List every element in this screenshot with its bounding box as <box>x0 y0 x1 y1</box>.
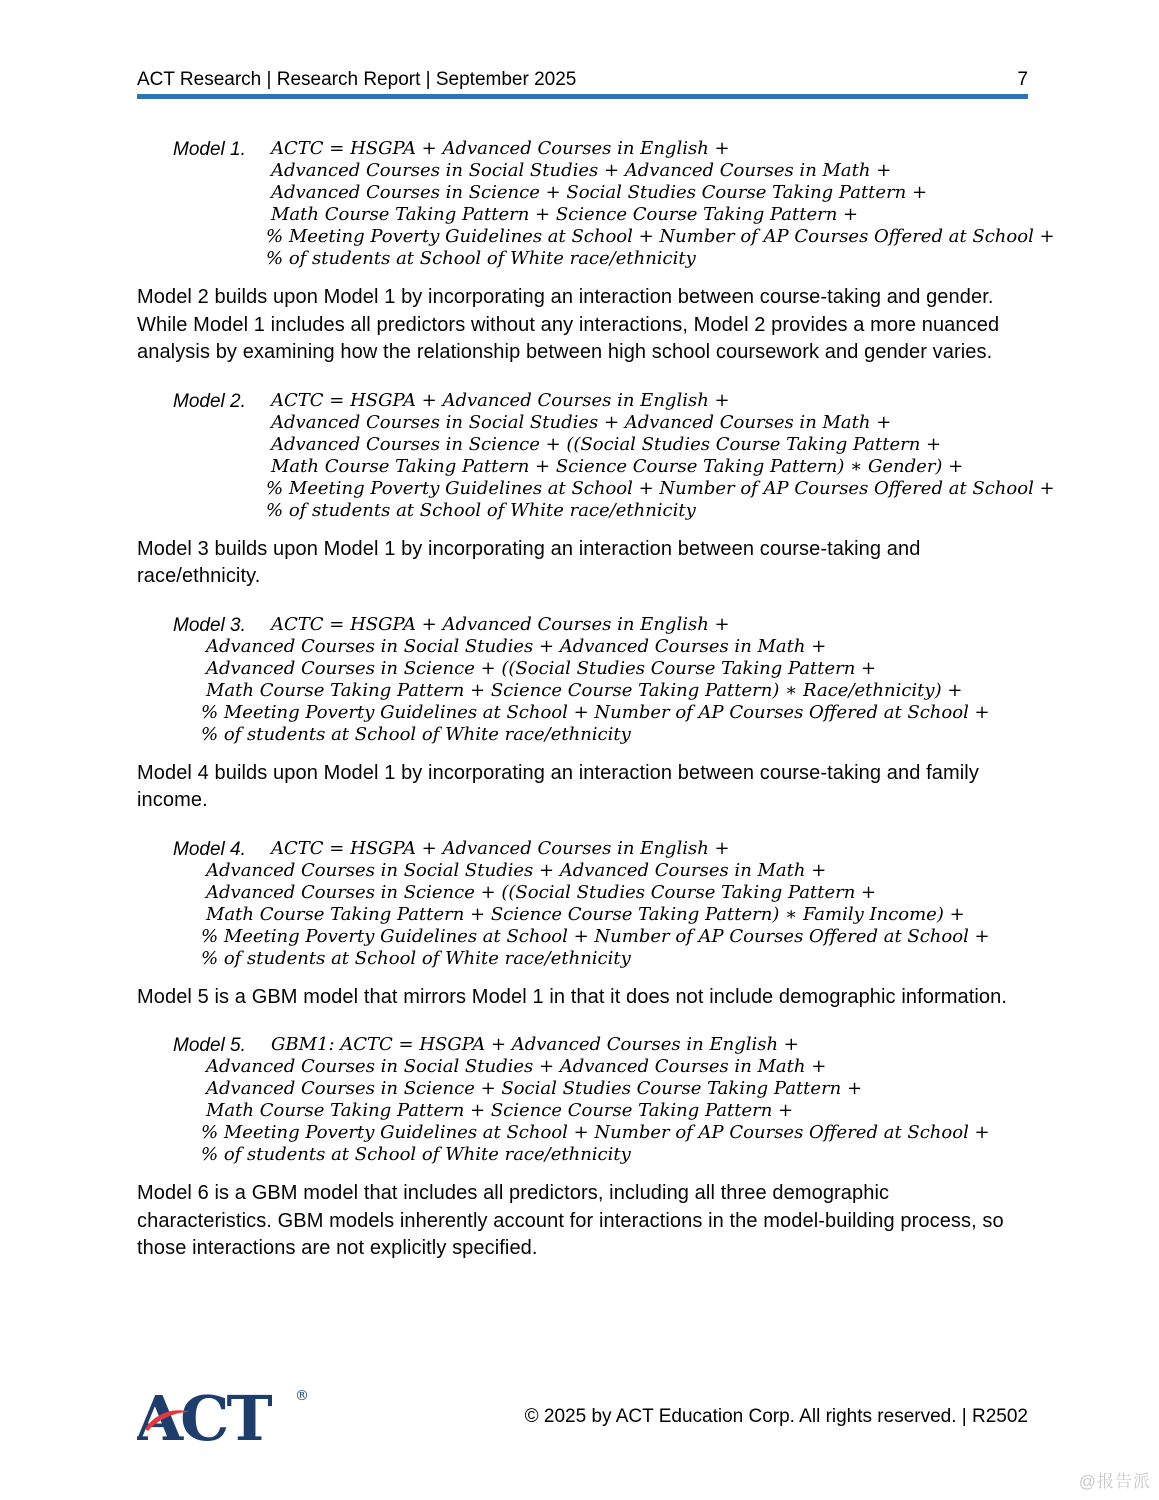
model-1-equation-block <box>137 138 1055 270</box>
equation-line: % of students at School of White race/ethnicity <box>266 248 696 269</box>
model-2-equation-lines <box>266 389 1055 522</box>
model-1-equation-lines <box>266 138 1055 270</box>
equation-line: Advanced Courses in Science + ((Social Studies Course Taking Pattern + <box>271 433 942 455</box>
equation-line: Math Course Taking Pattern + Science Course Taking Pattern) ∗ Gender) + <box>271 455 964 477</box>
model-5-label: Model 5. <box>173 1035 246 1056</box>
act-logo <box>137 1385 317 1449</box>
model-3-label: Model 3. <box>173 614 246 636</box>
copyright-text: © 2025 by ACT Education Corp. All rights reserved. | R2502 <box>524 1406 1028 1427</box>
equation-line: % of students at School of White race/ethnicity <box>266 499 696 521</box>
equation-line: % Meeting Poverty Guidelines at School + Number of AP Courses Offered at School + <box>266 477 1055 499</box>
equation-line: Advanced Courses in Science + Social Studies Course Taking Pattern + <box>271 182 928 203</box>
model-4-equation-lines <box>201 837 1023 970</box>
equation-line: Math Course Taking Pattern + Science Course Taking Pattern + <box>206 1100 794 1121</box>
page-number: 7 <box>1017 69 1028 90</box>
equation-line: % Meeting Poverty Guidelines at School + Number of AP Courses Offered at School + <box>266 226 1055 247</box>
model-1-label: Model 1. <box>173 139 246 160</box>
model-4-equation-block <box>137 838 1023 970</box>
paragraph-model-6: Model 6 is a GBM model that includes all predictors, including all three demographic characteristics. GBM models inherently account for interactions in the model-building process, so those interactions are not explicitly specified. <box>137 1182 1004 1259</box>
equation-line: % of students at School of White race/ethnicity <box>201 1144 631 1165</box>
equation-line: % of students at School of White race/ethnicity <box>201 723 631 745</box>
equation-line: GBM1: ACTC = HSGPA + Advanced Courses in English + <box>271 1034 799 1055</box>
model-2-equation-block <box>137 389 1055 522</box>
header-row <box>137 69 1028 90</box>
registered-trademark-icon: ® <box>295 1388 309 1404</box>
equation-line: Advanced Courses in Social Studies + Advanced Courses in Math + <box>271 160 892 181</box>
document-body <box>137 97 1055 1263</box>
equation-line: ACTC = HSGPA + Advanced Courses in English + <box>271 837 730 859</box>
paragraph-model-3: Model 3 builds upon Model 1 by incorporating an interaction between course-taking and race/ethnicity. <box>137 537 921 587</box>
header-title: ACT Research | Research Report | September 2025 <box>137 69 577 90</box>
equation-line: Advanced Courses in Social Studies + Advanced Courses in Math + <box>206 1056 827 1077</box>
act-logo-graphic <box>137 1385 317 1449</box>
equation-line: Advanced Courses in Social Studies + Advanced Courses in Math + <box>206 859 827 881</box>
page-header <box>137 69 1028 99</box>
model-3-equation-lines <box>201 613 1023 746</box>
model-5-equation-lines <box>201 1034 1023 1166</box>
model-3-equation-block <box>137 614 1023 746</box>
equation-line: Math Course Taking Pattern + Science Course Taking Pattern) ∗ Race/ethnicity) + <box>206 679 963 701</box>
model-4-label: Model 4. <box>173 838 246 860</box>
paragraph-model-5: Model 5 is a GBM model that mirrors Model 1 in that it does not include demographic information. <box>137 985 1008 1008</box>
equation-line: ACTC = HSGPA + Advanced Courses in English + <box>271 389 730 411</box>
model-5-equation-block <box>137 1034 1023 1166</box>
equation-line: Advanced Courses in Social Studies + Advanced Courses in Math + <box>206 635 827 657</box>
act-logo-text: ACT <box>137 1385 270 1449</box>
equation-line: Math Course Taking Pattern + Science Course Taking Pattern + <box>271 204 859 225</box>
equation-line: % Meeting Poverty Guidelines at School + Number of AP Courses Offered at School + <box>201 925 990 947</box>
equation-line: % Meeting Poverty Guidelines at School + Number of AP Courses Offered at School + <box>201 1122 990 1143</box>
page-footer <box>137 1385 1028 1449</box>
equation-line: Advanced Courses in Science + Social Studies Course Taking Pattern + <box>206 1078 863 1099</box>
model-2-label: Model 2. <box>173 390 246 412</box>
equation-line: % Meeting Poverty Guidelines at School + Number of AP Courses Offered at School + <box>201 701 990 723</box>
equation-line: ACTC = HSGPA + Advanced Courses in English + <box>271 138 730 159</box>
paragraph-model-2: Model 2 builds upon Model 1 by incorporating an interaction between course-taking and gender. While Model 1 includes all predictors without any interactions, Model 2 provides a more nuanced analysis by examining how the relationship between high school coursework and gender varies. <box>137 286 1000 363</box>
paragraph-model-4: Model 4 builds upon Model 1 by incorporating an interaction between course-taking and family income. <box>137 761 979 811</box>
equation-line: Math Course Taking Pattern + Science Course Taking Pattern) ∗ Family Income) + <box>206 903 965 925</box>
equation-line: Advanced Courses in Science + ((Social Studies Course Taking Pattern + <box>206 881 877 903</box>
equation-line: Advanced Courses in Science + ((Social Studies Course Taking Pattern + <box>206 657 877 679</box>
equation-line: Advanced Courses in Social Studies + Advanced Courses in Math + <box>271 411 892 433</box>
equation-line: ACTC = HSGPA + Advanced Courses in English + <box>271 613 730 635</box>
watermark: @报告派 <box>1078 1472 1151 1491</box>
equation-line: % of students at School of White race/ethnicity <box>201 947 631 969</box>
